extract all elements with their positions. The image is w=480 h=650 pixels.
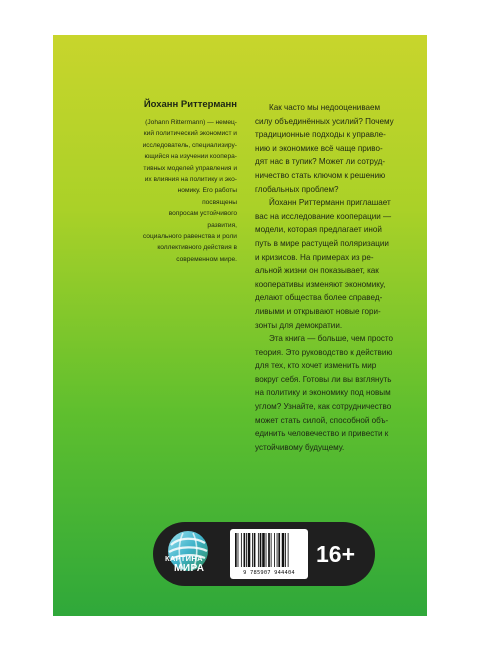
blurb-line: Как часто мы недооцениваем [269,103,381,112]
blurb-paragraph [255,332,415,454]
blurb-line: альной жизни он показывает, как [255,266,379,276]
blurb-line: и кризисов. На примерах из ре- [255,252,374,262]
bio-line: тивных моделей управления и [143,164,237,172]
blurb-line: дят нас в тупик? Может ли сотруд- [255,157,386,167]
author-name: Йоханн Риттерманн [143,99,237,110]
blurb-line: углом? Узнайте, как сотрудничество [255,402,392,412]
blurb-line: Эта книга — больше, чем просто [269,334,394,344]
bio-line: коллективного действия в [157,244,237,252]
bio-line: исследователь, специализиру- [142,141,237,149]
blurb-line: теория. Это руководство к действию [255,347,393,357]
blurb-line: делают общества более справед- [255,293,383,303]
bio-line: (Johann Rittermann) — немец- [145,119,237,126]
blurb-line: может стать силой, способной объ- [255,415,389,425]
blurb-line: глобальных проблем? [255,184,339,194]
blurb-line: зонты для демократии. [255,320,343,330]
publisher-panel [153,522,375,586]
blurb-line: вокруг себя. Готовы ли вы взглянуть [255,374,392,384]
blurb-line: нию и экономике всё чаще приво- [255,143,383,153]
back-cover [53,35,427,616]
logo-text-line1: КАРТИНА [165,554,203,563]
blurb-line: Йоханн Риттерманн приглашает [269,198,391,208]
blurb-line: силу объединённых усилий? Почему [255,116,394,126]
bio-line: кий политический экономист и [143,130,237,138]
barcode-bars [233,533,305,569]
author-bio [141,117,237,265]
blurb-line: модели, которая предлагает иной [255,225,382,235]
blurb-line: ничество стать ключом к решению [255,170,386,180]
logo-text-line2: МИРА [174,563,205,574]
bio-line: современном мире. [176,255,237,263]
blurb-line: для тех, кто хочет изменить мир [255,361,377,371]
bio-line: номику. Его работы посвящены [177,187,237,206]
blurb-line: ливыми и открывают новые гори- [255,306,381,316]
blurb-paragraph [255,196,415,332]
blurb-line: вас на исследование кооперации — [255,211,392,221]
blurb-line: путь в мире растущей поляризации [255,238,389,248]
blurb-line: на политику и экономику под новым [255,388,391,398]
bio-line: социального равенства и роли [142,233,237,241]
blurb-text [255,101,415,454]
blurb-line: традиционные подходы к управле- [255,130,386,140]
blurb-line: единить человечество и привести к [255,429,389,439]
bio-line: ющийся на изучении коопера- [144,153,237,161]
bio-line: их влияния на политику и эко- [144,176,237,184]
blurb-paragraph [255,101,415,196]
isbn-barcode [230,529,308,579]
blurb-line: устойчивому будущему. [255,442,345,452]
age-rating-badge: 16+ [316,541,356,567]
blurb-line: кооперативы изменяют экономику, [255,279,386,289]
isbn-number: 9 785907 944404 [243,570,295,576]
author-block [141,99,237,265]
bio-line: вопросам устойчивого развития, [168,210,237,229]
